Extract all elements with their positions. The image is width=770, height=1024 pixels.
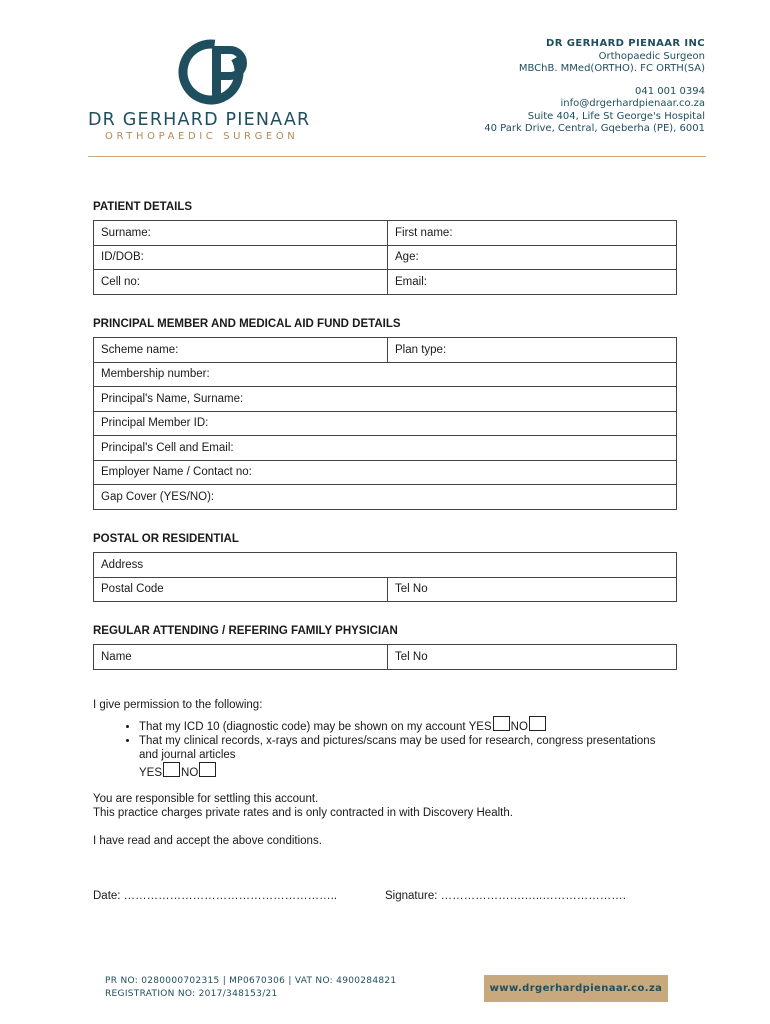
contact-suite: Suite 404, Life St George's Hospital (527, 110, 705, 122)
permission-item-icd10: • That my ICD 10 (diagnostic code) may be shown on my account YES NO (139, 716, 659, 734)
records-yes-checkbox[interactable] (163, 762, 180, 777)
id-dob-field[interactable]: ID/DOB: (94, 245, 388, 270)
first-name-field[interactable]: First name: (388, 221, 677, 246)
age-field[interactable]: Age: (388, 245, 677, 270)
permission-block (93, 698, 659, 780)
principal-member-table (93, 337, 677, 510)
records-no-checkbox[interactable] (199, 762, 216, 777)
principal-cell-email-field[interactable]: Principal's Cell and Email: (94, 436, 677, 461)
website-banner: www.drgerhardpienaar.co.za (484, 975, 668, 1002)
registration-info: PR NO: 0280000702315 | MP0670306 | VAT NO: 4900284821 REGISTRATION NO: 2017/348153/21 (105, 976, 397, 999)
accept-conditions: I have read and accept the above conditions. (93, 835, 322, 847)
contact-qualifications: MBChB. MMed(ORTHO). FC ORTH(SA) (518, 63, 705, 74)
employer-field[interactable]: Employer Name / Contact no: (94, 460, 677, 485)
brand-name: DR GERHARD PIENAAR (88, 110, 311, 130)
membership-number-field[interactable]: Membership number: (94, 362, 677, 387)
icd10-no-checkbox[interactable] (529, 716, 546, 731)
header-divider (88, 156, 706, 157)
physician-tel-field[interactable]: Tel No (388, 645, 677, 670)
signature-line[interactable]: Signature: ………………….…..…………………. (385, 890, 626, 902)
plan-type-field[interactable]: Plan type: (388, 338, 677, 363)
postal-tel-field[interactable]: Tel No (388, 577, 677, 602)
principal-member-title: PRINCIPAL MEMBER AND MEDICAL AID FUND DETAILS (93, 318, 401, 330)
gp-logo-icon (178, 36, 248, 106)
cell-field[interactable]: Cell no: (94, 270, 388, 295)
physician-title: REGULAR ATTENDING / REFERING FAMILY PHYSICIAN (93, 625, 398, 637)
contact-street: 40 Park Drive, Central, Gqeberha (PE), 6001 (484, 123, 705, 134)
responsibility-notice: You are responsible for settling this account. This practice charges private rates and is only contracted in with Discovery Health. (93, 793, 513, 819)
permission-item-records: • That my clinical records, x-rays and pictures/scans may be used for research, congress presentations and journal articles YES NO (139, 734, 659, 780)
patient-details-title: PATIENT DETAILS (93, 201, 193, 213)
permission-intro: I give permission to the following: (93, 699, 263, 711)
scheme-name-field[interactable]: Scheme name: (94, 338, 388, 363)
principal-member-id-field[interactable]: Principal Member ID: (94, 411, 677, 436)
physician-table (93, 644, 677, 670)
contact-phone: 041 001 0394 (635, 85, 705, 97)
postal-table (93, 552, 677, 602)
surname-field[interactable]: Surname: (94, 221, 388, 246)
physician-name-field[interactable]: Name (94, 645, 388, 670)
address-field[interactable]: Address (94, 553, 677, 578)
brand-subtitle: ORTHOPAEDIC SURGEON (105, 131, 299, 142)
postal-code-field[interactable]: Postal Code (94, 577, 388, 602)
contact-block (484, 38, 705, 136)
permission-list (93, 716, 659, 780)
contact-company: DR GERHARD PIENAAR INC (546, 38, 705, 49)
patient-details-table (93, 220, 677, 295)
postal-title: POSTAL OR RESIDENTIAL (93, 533, 239, 545)
email-field[interactable]: Email: (388, 270, 677, 295)
contact-email: info@drgerhardpienaar.co.za (560, 98, 705, 109)
date-line[interactable]: Date: ……………………………………………….. (93, 890, 338, 902)
contact-specialty: Orthopaedic Surgeon (598, 50, 705, 62)
gap-cover-field[interactable]: Gap Cover (YES/NO): (94, 485, 677, 510)
icd10-yes-checkbox[interactable] (493, 716, 510, 731)
principal-name-field[interactable]: Principal's Name, Surname: (94, 387, 677, 412)
